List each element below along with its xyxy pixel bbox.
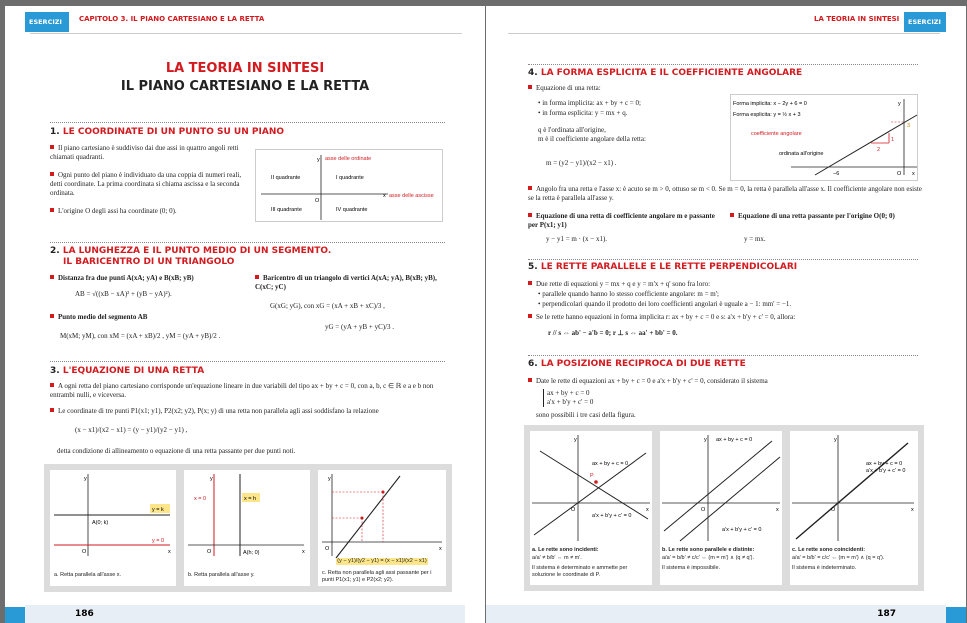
page-number: 187 — [486, 605, 946, 623]
section-5-title: 5. LE RETTE PARALLELE E LE RETTE PERPENDICOLARI — [528, 262, 798, 272]
svg-text:II quadrante: II quadrante — [271, 175, 301, 181]
fig-c-formula: (y − y1)/(y2 − y1) = (x − x1)/(x2 − x1) — [337, 558, 427, 564]
svg-text:A(h; 0): A(h; 0) — [243, 550, 260, 556]
section-tag: ESERCIZI — [25, 12, 69, 32]
fig-c-diagram — [318, 470, 446, 560]
section-2-title: 2. LA LUNGHEZZA E IL PUNTO MEDIO DI UN SEGMENTO. — [50, 246, 332, 256]
section-3-title: 3. L'EQUAZIONE DI UNA RETTA — [50, 366, 205, 376]
fig-coincident-panel — [790, 431, 918, 585]
fig-c-caption: c. Retta non parallela agli assi passante per i punti P1(x1; y1) e P2(x2; y2). — [322, 570, 432, 583]
fig-incident-caption-1: a. Le rette sono incidenti: — [532, 547, 599, 553]
s5-p1: Due rette di equazioni y = mx + q e y = m'x + q' sono fra loro: — [528, 280, 928, 289]
fig-coincident-caption-3: Il sistema è indeterminato. — [792, 565, 857, 571]
s5-p3: r // s ⇔ ab' − a'b = 0; r ⊥ s ⇔ aa' + bb' = 0. — [548, 329, 678, 337]
title-plane: IL PIANO CARTESIANO E LA RETTA — [120, 79, 370, 94]
fig-a-panel — [50, 470, 176, 586]
svg-text:ax + by + c = 0: ax + by + c = 0 — [866, 461, 903, 467]
quadrants-diagram — [256, 150, 444, 223]
barycenter-label: Baricentro di un triangolo di vertici A(xA; yA), B(xB; yB), C(xC; yC) — [255, 274, 437, 291]
svg-text:−6: −6 — [833, 171, 840, 177]
fig-coincident-caption-2: a/a' = b/b' = c/c' ⇔ (m = m') ∧ (q = q'). — [792, 555, 885, 561]
s1-p1: Il piano cartesiano è suddiviso dai due assi in quattro angoli retti chiamati quadranti. — [50, 144, 239, 161]
svg-text:O: O — [571, 507, 576, 513]
svg-text:y: y — [317, 157, 320, 163]
chapter-header: LA TEORIA IN SINTESI — [814, 15, 900, 23]
s4-intro: Equazione di una retta: — [528, 84, 728, 93]
svg-text:y: y — [574, 437, 577, 443]
fig-b-panel — [184, 470, 310, 586]
fig-parallel-panel — [660, 431, 782, 585]
distance-label: Distanza fra due punti A(xA; yA) e B(xB; yB) — [50, 274, 240, 283]
fig-a-diagram — [50, 470, 176, 560]
fig-coincident-diagram — [790, 431, 918, 543]
svg-text:a'x + b'y + c' = 0: a'x + b'y + c' = 0 — [592, 513, 632, 519]
svg-text:x: x — [912, 171, 915, 177]
title-theory: LA TEORIA IN SINTESI — [165, 61, 325, 76]
svg-text:y = 0: y = 0 — [152, 538, 165, 544]
footer-band — [946, 607, 966, 623]
fig-incident-diagram — [530, 431, 652, 543]
svg-text:A(0; k): A(0; k) — [92, 520, 109, 526]
svg-text:IV quadrante: IV quadrante — [336, 207, 368, 213]
svg-text:y: y — [704, 437, 707, 443]
chapter-header: CAPITOLO 3. IL PIANO CARTESIANO E LA RETTA — [79, 15, 265, 23]
s5-b1: • parallele quando hanno lo stesso coefficiente angolare: m = m'; — [538, 290, 719, 298]
s4-eq1: Equazione di una retta di coefficiente angolare m e passante per P(x1; y1) — [528, 212, 715, 229]
header-rule — [30, 33, 462, 34]
s4-b2: • in forma esplicita: y = mx + q. — [538, 109, 628, 117]
svg-text:O: O — [325, 546, 330, 552]
s5-b2: • perpendicolari quando il prodotto dei loro coefficienti angolari è uguale a − 1: mm' = −1. — [538, 300, 792, 308]
midpoint-formula: M(xM; yM), con xM = (xA + xB)/2 , yM = (yA + yB)/2 . — [60, 332, 221, 340]
fig-incident-caption-3: Il sistema è determinato e ammette per soluzione le coordinate di P. — [532, 565, 628, 578]
svg-text:x = 0: x = 0 — [194, 496, 207, 502]
svg-text:Forma implicita: x − 2y + 6 =: Forma implicita: x − 2y + 6 = 0 — [733, 101, 807, 107]
fig-coincident-caption-1: c. Le rette sono coincidenti: — [792, 547, 866, 553]
s6-system: ax + by + c = 0 a'x + b'y + c' = 0 — [543, 389, 663, 407]
s4-eq1-formula: y − y1 = m · (x − x1). — [546, 235, 608, 243]
s6-p1: Date le rette di equazioni ax + by + c = 0 e a'x + b'y + c' = 0, considerato il sistema — [528, 377, 928, 386]
svg-text:III quadrante: III quadrante — [271, 207, 302, 213]
s1-p2: Ogni punto del piano è individuato da una coppia di numeri reali, detti coordinate. La prima coordinata si chiama ascissa e la seconda ordinata. — [50, 171, 242, 197]
lines-figure — [44, 464, 452, 592]
s3-p3: detta condizione di allineamento o equazione di una retta passante per due punti noti. — [57, 447, 296, 455]
divider — [528, 64, 918, 65]
s6-p2: sono possibili i tre casi della figura. — [536, 411, 636, 419]
svg-text:asse delle ascisse: asse delle ascisse — [389, 193, 434, 199]
fig-c-panel — [318, 470, 446, 586]
s3-p1: A ogni retta del piano cartesiano corrisponde un'equazione lineare in due variabili del tipo ax + by + c = 0, con a, b, c ∈ ℝ e a e b non entrambi nulli, e viceversa. — [50, 382, 434, 399]
svg-text:x: x — [776, 507, 779, 513]
left-page — [5, 6, 485, 623]
svg-text:3: 3 — [907, 123, 911, 129]
s4-m: m è il coefficiente angolare della retta: — [538, 135, 646, 143]
slope-diagram — [731, 95, 919, 182]
svg-text:x: x — [911, 507, 914, 513]
svg-text:ax + by + c = 0: ax + by + c = 0 — [716, 437, 753, 443]
svg-text:x: x — [302, 549, 305, 555]
barycenter-formula-1: G(xG; yG), con xG = (xA + xB + xC)/3 , — [270, 302, 385, 310]
svg-text:y: y — [84, 476, 87, 482]
svg-text:y: y — [210, 476, 213, 482]
svg-text:2: 2 — [877, 147, 881, 153]
divider — [528, 259, 918, 260]
svg-text:a'x + b'y + c' = 0: a'x + b'y + c' = 0 — [866, 468, 906, 474]
svg-text:I quadrante: I quadrante — [336, 175, 364, 181]
svg-text:a'x + b'y + c' = 0: a'x + b'y + c' = 0 — [722, 527, 762, 533]
section-2-subtitle: IL BARICENTRO DI UN TRIANGOLO — [63, 257, 235, 267]
svg-text:x: x — [168, 549, 171, 555]
page-number: 186 — [25, 605, 465, 623]
s4-formula: m = (y2 − y1)/(x2 − x1) . — [546, 159, 617, 167]
svg-text:asse delle ordinate: asse delle ordinate — [325, 156, 372, 162]
distance-formula: AB = √((xB − xA)² + (yB − yA)²). — [75, 290, 172, 298]
svg-text:O: O — [831, 507, 836, 513]
svg-text:O: O — [315, 198, 320, 204]
slope-figure — [730, 94, 918, 181]
svg-text:y = k: y = k — [152, 507, 164, 513]
s5-p2: Se le rette hanno equazioni in forma implicita r: ax + by + c = 0 e s: a'x + b'y + c' = 0, allora: — [528, 313, 928, 322]
fig-parallel-caption-2: a/a' = b/b' ≠ c/c' ⇔ (m = m') ∧ (q ≠ q'). — [662, 555, 755, 561]
footer-band — [5, 607, 25, 623]
quadrants-figure — [255, 149, 443, 222]
midpoint-label: Punto medio del segmento AB — [50, 313, 240, 322]
svg-text:O: O — [82, 549, 87, 555]
svg-text:P: P — [590, 473, 594, 479]
svg-text:ax + by + c = 0: ax + by + c = 0 — [592, 461, 629, 467]
alignment-formula: (x − x1)/(x2 − x1) = (y − y1)/(y2 − y1) , — [75, 426, 188, 434]
fig-incident-caption-2: a/a' ≠ b/b' ⇔ m ≠ m'. — [532, 555, 582, 561]
svg-text:x = h: x = h — [244, 496, 257, 502]
svg-text:x: x — [383, 193, 386, 199]
svg-text:ordinata all'origine: ordinata all'origine — [779, 151, 824, 157]
svg-text:O: O — [701, 507, 706, 513]
s1-p3: L'origine O degli assi ha coordinate (0; 0). — [50, 207, 246, 216]
section-6-title: 6. LA POSIZIONE RECIPROCA DI DUE RETTE — [528, 359, 746, 369]
fig-parallel-diagram — [660, 431, 782, 543]
fig-b-caption: b. Retta parallela all'asse y. — [188, 572, 255, 578]
divider — [50, 361, 445, 362]
svg-text:x: x — [646, 507, 649, 513]
divider — [50, 122, 445, 123]
s4-angle: Angolo fra una retta e l'asse x: è acuto se m > 0, ottuso se m < 0. Se m = 0, la retta è parallela all'asse x. Il coefficiente angolare non esiste se la retta è parallela all'asse y. — [528, 185, 922, 202]
positions-figure — [524, 425, 924, 591]
svg-text:coefficiente angolare: coefficiente angolare — [751, 131, 802, 137]
fig-a-caption: a. Retta parallela all'asse x. — [54, 572, 122, 578]
s4-eq2-formula: y = mx. — [744, 235, 766, 243]
svg-text:y: y — [834, 437, 837, 443]
divider — [50, 242, 445, 243]
fig-incident-panel — [530, 431, 652, 585]
divider — [528, 355, 918, 356]
svg-text:y: y — [328, 476, 331, 482]
s4-b1: • in forma implicita: ax + by + c = 0; — [538, 99, 641, 107]
s4-q: q è l'ordinata all'origine, — [538, 126, 606, 134]
header-rule — [508, 33, 940, 34]
section-1-title: 1. LE COORDINATE DI UN PUNTO SU UN PIANO — [50, 127, 284, 137]
right-page — [486, 6, 966, 623]
svg-text:Forma esplicita: y = ½ x + 3: Forma esplicita: y = ½ x + 3 — [733, 112, 801, 118]
fig-parallel-caption-1: b. Le rette sono parallele e distinte: — [662, 547, 755, 553]
section-tag: ESERCIZI — [904, 12, 946, 32]
barycenter-formula-2: yG = (yA + yB + yC)/3 . — [325, 323, 395, 331]
svg-text:1: 1 — [891, 137, 895, 143]
fig-parallel-caption-3: Il sistema è impossibile. — [662, 565, 721, 571]
s4-eq2: Equazione di una retta passante per l'origine O(0; 0) — [730, 212, 922, 221]
svg-text:x: x — [439, 546, 442, 552]
svg-text:y: y — [898, 101, 901, 107]
svg-text:O: O — [207, 549, 212, 555]
section-4-title: 4. LA FORMA ESPLICITA E IL COEFFICIENTE ANGOLARE — [528, 68, 803, 78]
fig-b-diagram — [184, 470, 310, 560]
s3-p2: Le coordinate di tre punti P1(x1; y1), P2(x2; y2), P(x; y) di una retta non parallela agli assi soddisfano la relazione — [50, 407, 448, 416]
svg-text:O: O — [897, 171, 902, 177]
